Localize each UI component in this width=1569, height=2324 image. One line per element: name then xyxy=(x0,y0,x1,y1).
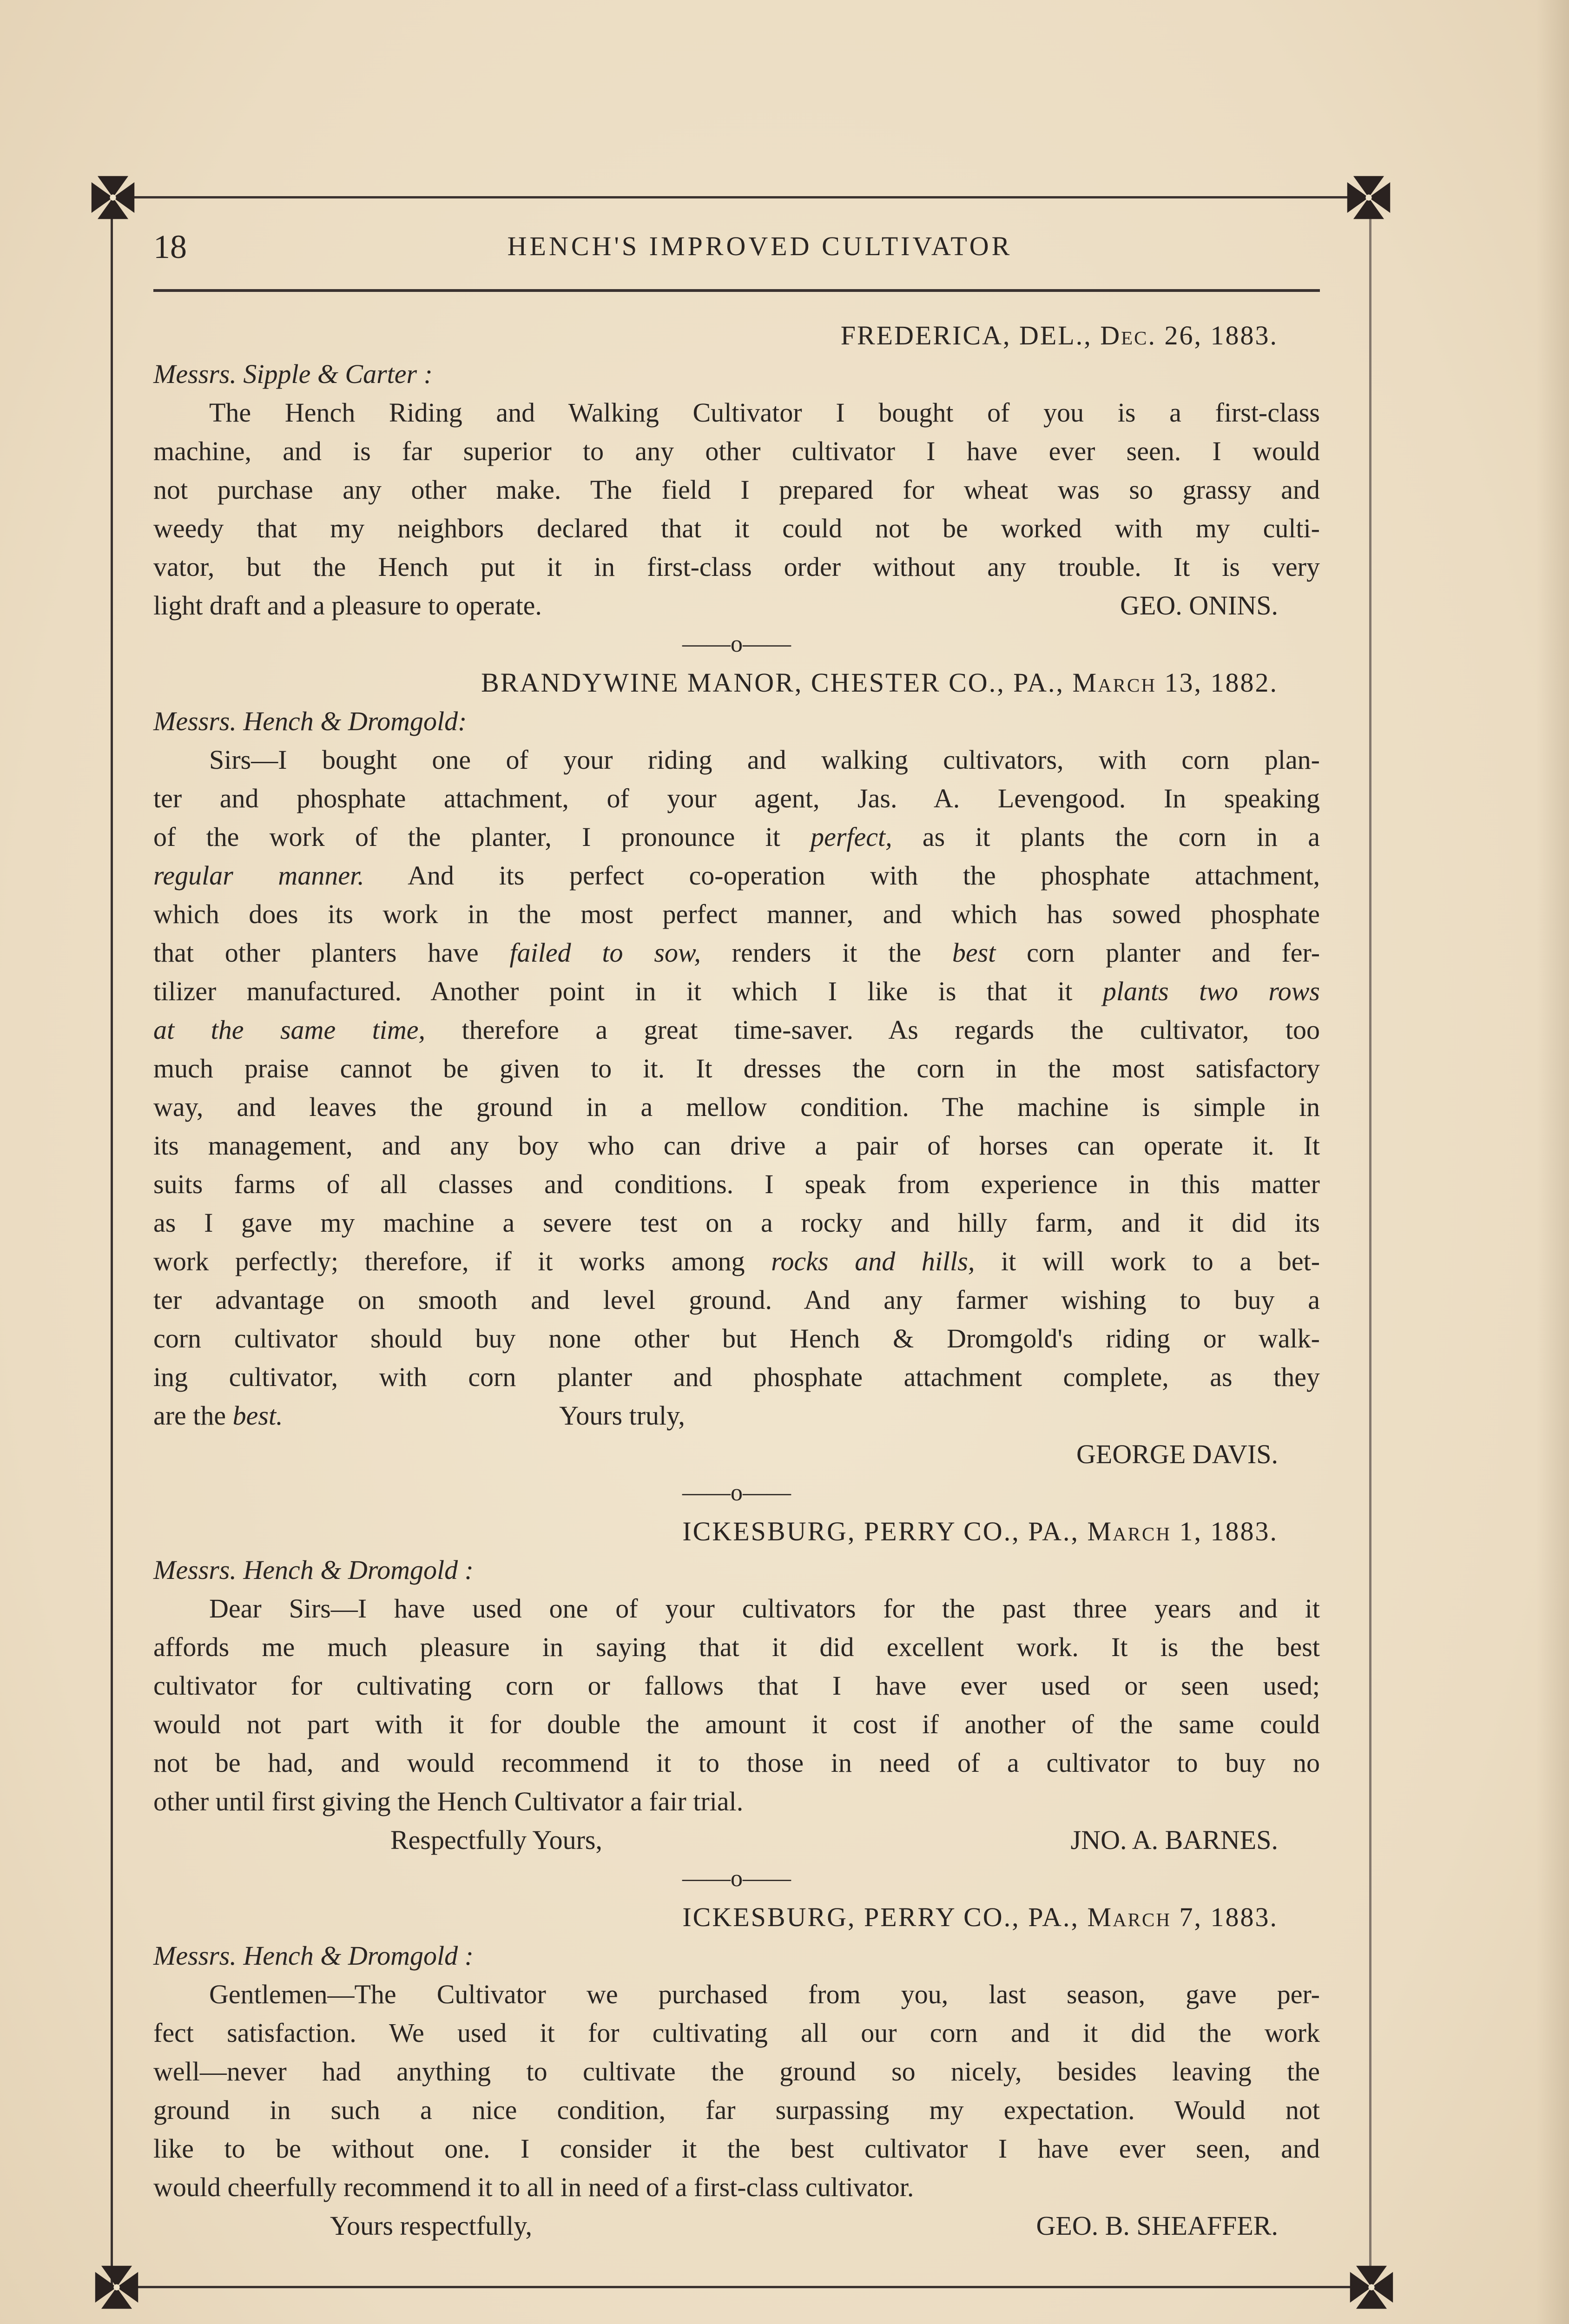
salutation: Messrs. Hench & Dromgold: xyxy=(153,706,467,736)
text-span: corn planter and fer- xyxy=(995,938,1320,968)
text-line: would cheerfully recommend it to all in need of a first-class cultivator. xyxy=(153,2172,914,2202)
salutation: Messrs. Hench & Dromgold : xyxy=(153,1941,474,1971)
text-line: light draft and a pleasure to operate. xyxy=(153,590,542,621)
text-line: not be had, and would recommend it to those in need of a cultivator to buy no xyxy=(153,1748,1320,1778)
salutation: Messrs. Hench & Dromgold : xyxy=(153,1555,474,1585)
text-span: work perfectly; therefore, if it works among xyxy=(153,1246,771,1276)
text-span: tilizer manufactured. Another point in it which I like is that it xyxy=(153,976,1103,1006)
text-span: it will work to a bet- xyxy=(975,1246,1320,1276)
text-line: like to be without one. I consider it the best cultivator I have ever seen, and xyxy=(153,2133,1320,2164)
running-title: HENCH'S IMPROVED CULTIVATOR xyxy=(507,231,1013,261)
salutation: Messrs. Sipple & Carter : xyxy=(153,359,433,389)
dateline: BRANDYWINE MANOR, CHESTER CO., PA., March 13, 1882. xyxy=(481,667,1278,698)
italic-span: perfect, xyxy=(811,822,892,852)
text-span: as it plants the corn in a xyxy=(892,822,1320,852)
separator: ——o—— xyxy=(682,1865,791,1892)
text-line xyxy=(153,1242,1320,1281)
border-top xyxy=(116,196,1352,198)
italic-span: best xyxy=(952,938,996,968)
text-line xyxy=(153,856,1320,895)
text-line: cultivator for cultivating corn or fallows that I have ever used or seen used; xyxy=(153,1670,1320,1701)
text-line: Dear Sirs—I have used one of your cultivators for the past three years and it xyxy=(209,1593,1320,1624)
separator: ——o—— xyxy=(682,631,791,657)
text-line: suits farms of all classes and conditions. I speak from experience in this matter xyxy=(153,1169,1320,1199)
signature: GEO. ONINS. xyxy=(1120,590,1278,621)
text-line: would not part with it for double the amount it cost if another of the same could xyxy=(153,1709,1320,1739)
cross-ornament-bottom-left-icon xyxy=(91,2262,142,2313)
text-line: not purchase any other make. The field I prepared for wheat was so grassy and xyxy=(153,475,1320,505)
text-span: therefore a great time-saver. As regards the cultivator, too xyxy=(425,1015,1320,1045)
text-line: much praise cannot be given to it. It dresses the corn in the most satisfactory xyxy=(153,1053,1320,1083)
text-line: corn cultivator should buy none other but Hench & Dromgold's riding or walk- xyxy=(153,1323,1320,1353)
separator: ——o—— xyxy=(682,1479,791,1506)
page-edge-shadow xyxy=(1536,0,1569,2324)
text-line: way, and leaves the ground in a mellow condition. The machine is simple in xyxy=(153,1092,1320,1122)
border-right xyxy=(1369,205,1371,2282)
dateline: FREDERICA, DEL., Dec. 26, 1883. xyxy=(840,320,1278,350)
text-line: ter advantage on smooth and level ground. And any farmer wishing to buy a xyxy=(153,1285,1320,1315)
italic-span: failed to sow, xyxy=(509,938,701,968)
text-line: ter and phosphate attachment, of your agent, Jas. A. Levengood. In speaking xyxy=(153,783,1320,813)
page-body xyxy=(153,316,1320,2245)
text-line xyxy=(153,818,1320,856)
text-span: of the work of the planter, I pronounce it xyxy=(153,822,811,852)
closing-line xyxy=(153,1821,1320,1859)
text-line: its management, and any boy who can drive a pair of horses can operate it. It xyxy=(153,1130,1320,1161)
text-line: Sirs—I bought one of your riding and walking cultivators, with corn plan- xyxy=(209,745,1320,775)
border-left xyxy=(111,200,113,2287)
text-line xyxy=(153,933,1320,972)
cross-ornament-top-left-icon xyxy=(87,172,138,223)
signature: JNO. A. BARNES. xyxy=(1070,1825,1278,1855)
page-header xyxy=(153,228,1366,265)
dateline: ICKESBURG, PERRY CO., PA., March 1, 1883. xyxy=(682,1516,1278,1546)
text-span: And its perfect co-operation with the phosphate attachment, xyxy=(364,860,1320,891)
cross-ornament-bottom-right-icon xyxy=(1346,2262,1397,2313)
header-rule xyxy=(153,289,1320,292)
text-line xyxy=(153,972,1320,1010)
text-line: ing cultivator, with corn planter and phosphate attachment complete, as they xyxy=(153,1362,1320,1392)
text-line: as I gave my machine a severe test on a rocky and hilly farm, and it did its xyxy=(153,1208,1320,1238)
closing-line xyxy=(153,2206,1320,2245)
italic-span: regular manner. xyxy=(153,860,364,891)
text-line: weedy that my neighbors declared that it could not be worked with my culti- xyxy=(153,513,1320,543)
text-line: ground in such a nice condition, far surpassing my expectation. Would not xyxy=(153,2095,1320,2125)
text-line: other until first giving the Hench Cultivator a fair trial. xyxy=(153,1786,744,1816)
italic-span: best. xyxy=(232,1400,283,1431)
closing: Yours respectfully, xyxy=(330,2211,532,2241)
closing-line xyxy=(153,586,1320,625)
border-bottom xyxy=(116,2286,1352,2288)
text-line: well—never had anything to cultivate the ground so nicely, besides leaving the xyxy=(153,2056,1320,2086)
italic-span: plants two rows xyxy=(1102,976,1320,1006)
closing: Respectfully Yours, xyxy=(390,1825,602,1855)
page-number: 18 xyxy=(153,228,187,265)
signature: GEO. B. SHEAFFER. xyxy=(1036,2211,1278,2241)
text-span: renders it the xyxy=(700,938,952,968)
text-span: that other planters have xyxy=(153,938,510,968)
text-line: Gentlemen—The Cultivator we purchased from you, last season, gave per- xyxy=(209,1979,1320,2009)
text-line: machine, and is far superior to any other cultivator I have ever seen. I would xyxy=(153,436,1320,466)
text-line: vator, but the Hench put it in first-class order without any trouble. It is very xyxy=(153,552,1320,582)
signature: GEORGE DAVIS. xyxy=(1076,1439,1278,1469)
italic-span: rocks and hills, xyxy=(771,1246,975,1276)
italic-span: at the same time, xyxy=(153,1015,426,1045)
closing-line xyxy=(153,1396,1320,1435)
text-line: which does its work in the most perfect manner, and which has sowed phosphate xyxy=(153,899,1320,929)
text-span: are the xyxy=(153,1400,233,1431)
closing: Yours truly, xyxy=(559,1400,685,1431)
text-line xyxy=(153,1010,1320,1049)
dateline: ICKESBURG, PERRY CO., PA., March 7, 1883. xyxy=(682,1902,1278,1932)
text-line: The Hench Riding and Walking Cultivator I bought of you is a first-class xyxy=(209,397,1320,428)
cross-ornament-top-right-icon xyxy=(1343,172,1394,223)
text-line: affords me much pleasure in saying that it did excellent work. It is the best xyxy=(153,1632,1320,1662)
text-line: fect satisfaction. We used it for cultivating all our corn and it did the work xyxy=(153,2018,1320,2048)
